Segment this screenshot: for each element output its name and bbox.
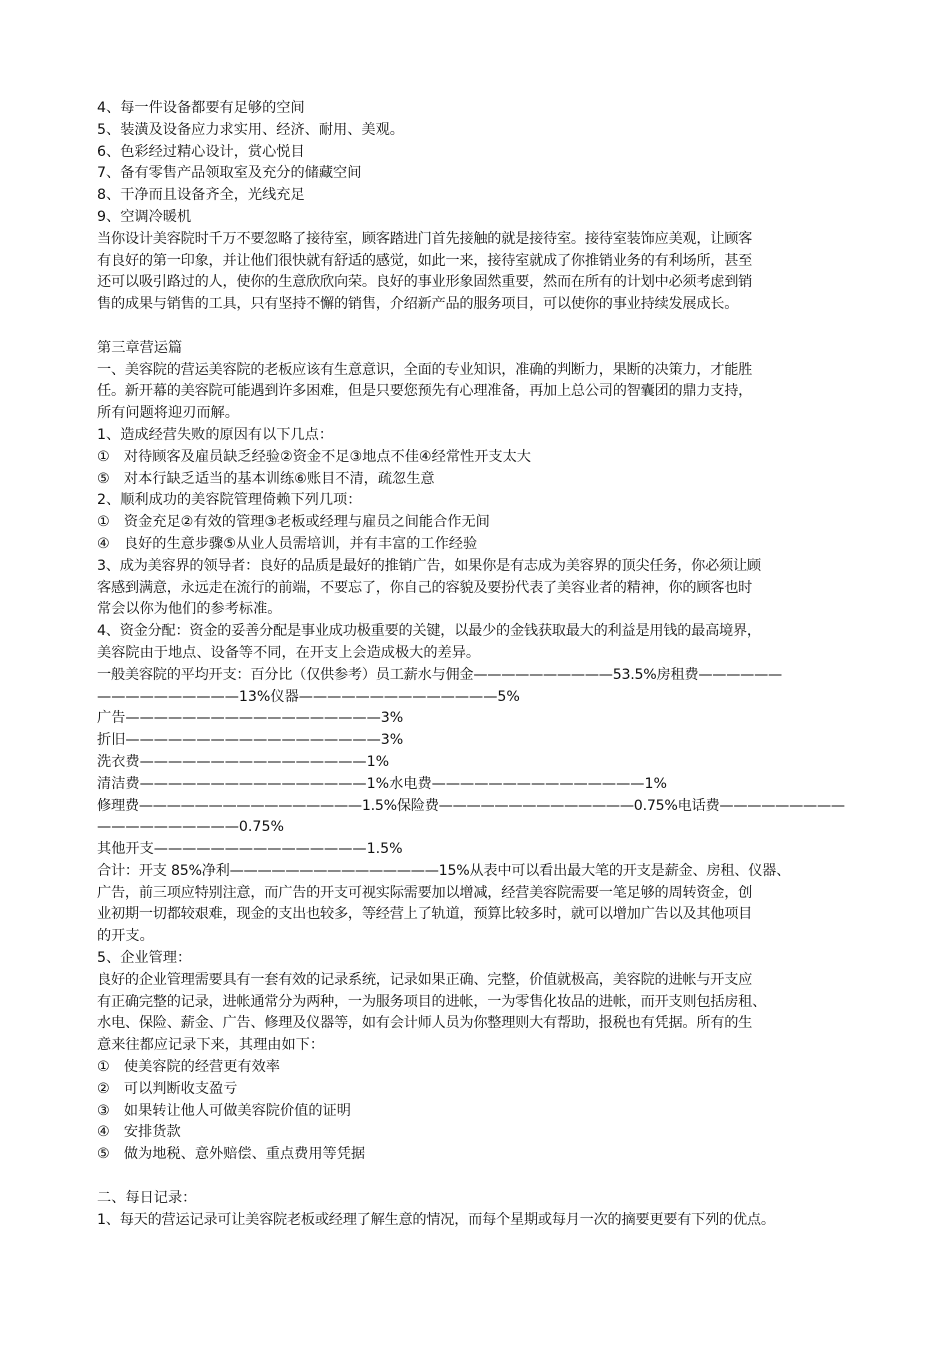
text-line: 修理费————————————————1.5%保险费——————————————0.75%电话费————————— [97,797,845,814]
text-line: 广告，前三项应特别注意，而广告的开支可视实际需要加以增减，经营美容院需要一笔足够的周转资金，创 [97,884,753,901]
text-line: 一般美容院的平均开支：百分比（仅供参考）员工薪水与佣金——————————53.5%房租费—————— [97,666,782,683]
text-line: 2、顺利成功的美容院管理倚赖下列几项： [97,492,362,509]
text-line: 5、装潢及设备应力求实用、经济、耐用、美观。 [97,121,404,138]
text-line: 7、备有零售产品领取室及充分的储藏空间 [97,165,362,182]
text-line: 还可以吸引路过的人，使你的生意欣欣向荣。良好的事业形象固然重要，然而在所有的计划中必须考虑到销 [97,274,753,291]
text-line: 6、色彩经过精心设计，赏心悦目 [97,143,305,160]
blank-line [97,1166,887,1188]
text-line: ——————————13%仪器——————————————5% [97,688,520,705]
text-line: 常会以你为他们的参考标准。 [97,601,282,618]
text-line: 洗衣费————————————————1% [97,753,390,770]
text-line: 有正确完整的记录，进帐通常分为两种，一为服务项目的进帐，一为零售化妆品的进帐，而开支则包括房租、 [97,993,767,1010]
text-line: 美容院由于地点、设备等不同，在开支上会造成极大的差异。 [97,644,481,661]
text-line: ⑤ 做为地税、意外赔偿、重点费用等凭据 [97,1146,366,1163]
text-line: 4、每一件设备都要有足够的空间 [97,100,305,116]
text-line: 良好的企业管理需要具有一套有效的记录系统，记录如果正确、完整，价值就极高，美容院的进帐与开支应 [97,971,753,988]
text-line: 任。新开幕的美容院可能遇到许多困难，但是只要您预先有心理准备，再加上总公司的智囊团的鼎力支持， [97,383,753,400]
text-line: 当你设计美容院时千万不要忽略了接待室，顾客踏进门首先接触的就是接待室。接待室装饰应美观，让顾客 [97,230,753,247]
text-line: 3、成为美容界的领导者：良好的品质是最好的推销广告，如果你是有志成为美容界的顶尖任务，你必须让顾 [97,557,761,574]
text-line: 折旧——————————————————3% [97,732,404,749]
text-line: 二、每日记录： [97,1189,197,1206]
text-line: 第三章营运篇 [97,339,183,356]
text-line: ① 使美容院的经营更有效率 [97,1059,280,1076]
text-line: 业初期一切都较艰难，现金的支出也较多，等经营上了轨道，预算比较多时，就可以增加广告以及其他项目 [97,906,753,923]
text-line: 5、企业管理： [97,950,192,967]
text-line: 1、造成经营失败的原因有以下几点： [97,426,334,443]
text-line: ② 可以判断收支盈亏 [97,1080,238,1097]
text-line: 8、干净而且设备齐全，光线充足 [97,187,305,204]
text-line: 一、美容院的营运美容院的老板应该有生意意识，全面的专业知识，准确的判断力，果断的决策力，才能胜 [97,361,753,378]
text-line: ① 资金充足②有效的管理③老板或经理与雇员之间能合作无间 [97,514,490,531]
text-line: ① 对待顾客及雇员缺乏经验②资金不足③地点不佳④经常性开支太大 [97,448,531,465]
text-line: 售的成果与销售的工具，只有坚持不懈的销售，介绍新产品的服务项目，可以使你的事业持续发展成长。 [97,296,739,313]
blank-line [97,316,887,338]
text-line: ⑤ 对本行缺乏适当的基本训练⑥账目不清，疏忽生意 [97,470,435,487]
text-line: 1、每天的营运记录可让美容院老板或经理了解生意的情况，而每个星期或每月一次的摘要更要有下列的优点。 [97,1211,775,1228]
text-line: ③ 如果转让他人可做美容院价值的证明 [97,1102,351,1119]
text-line: ④ 安排货款 [97,1124,181,1141]
text-line: 有良好的第一印象，并让他们很快就有舒适的感觉，如此一来，接待室就成了你推销业务的有利场所，甚至 [97,252,753,269]
text-line: 客感到满意，永远走在流行的前端，不要忘了，你自己的容貌及要扮代表了美容业者的精神，你的顾客也时 [97,579,753,596]
text-line: 9、空调冷暖机 [97,208,192,225]
text-line: 意来往都应记录下来，其理由如下： [97,1037,325,1054]
text-line: 其他开支———————————————1.5% [97,841,403,858]
text-line: 合计：开支 85%净利———————————————15%从表中可以看出最大笔的开支是薪金、房租、仪器、 [97,862,791,879]
text-line: 水电、保险、薪金、广告、修理及仪器等，如有会计师人员为你整理则大有帮助，报税也有凭据。所有的生 [97,1015,753,1032]
text-line: 广告——————————————————3% [97,710,404,727]
document-page [97,98,887,1231]
text-line: 所有问题将迎刃而解。 [97,405,239,422]
text-line: 清洁费————————————————1%水电费———————————————1% [97,775,667,792]
text-line: 的开支。 [97,928,154,945]
text-line: ④ 良好的生意步骤⑤从业人员需培训，并有丰富的工作经验 [97,535,478,552]
text-line: 4、资金分配：资金的妥善分配是事业成功极重要的关键，以最少的金钱获取最大的利益是用钱的最高境界， [97,623,761,640]
text-line: ——————————0.75% [97,819,284,836]
